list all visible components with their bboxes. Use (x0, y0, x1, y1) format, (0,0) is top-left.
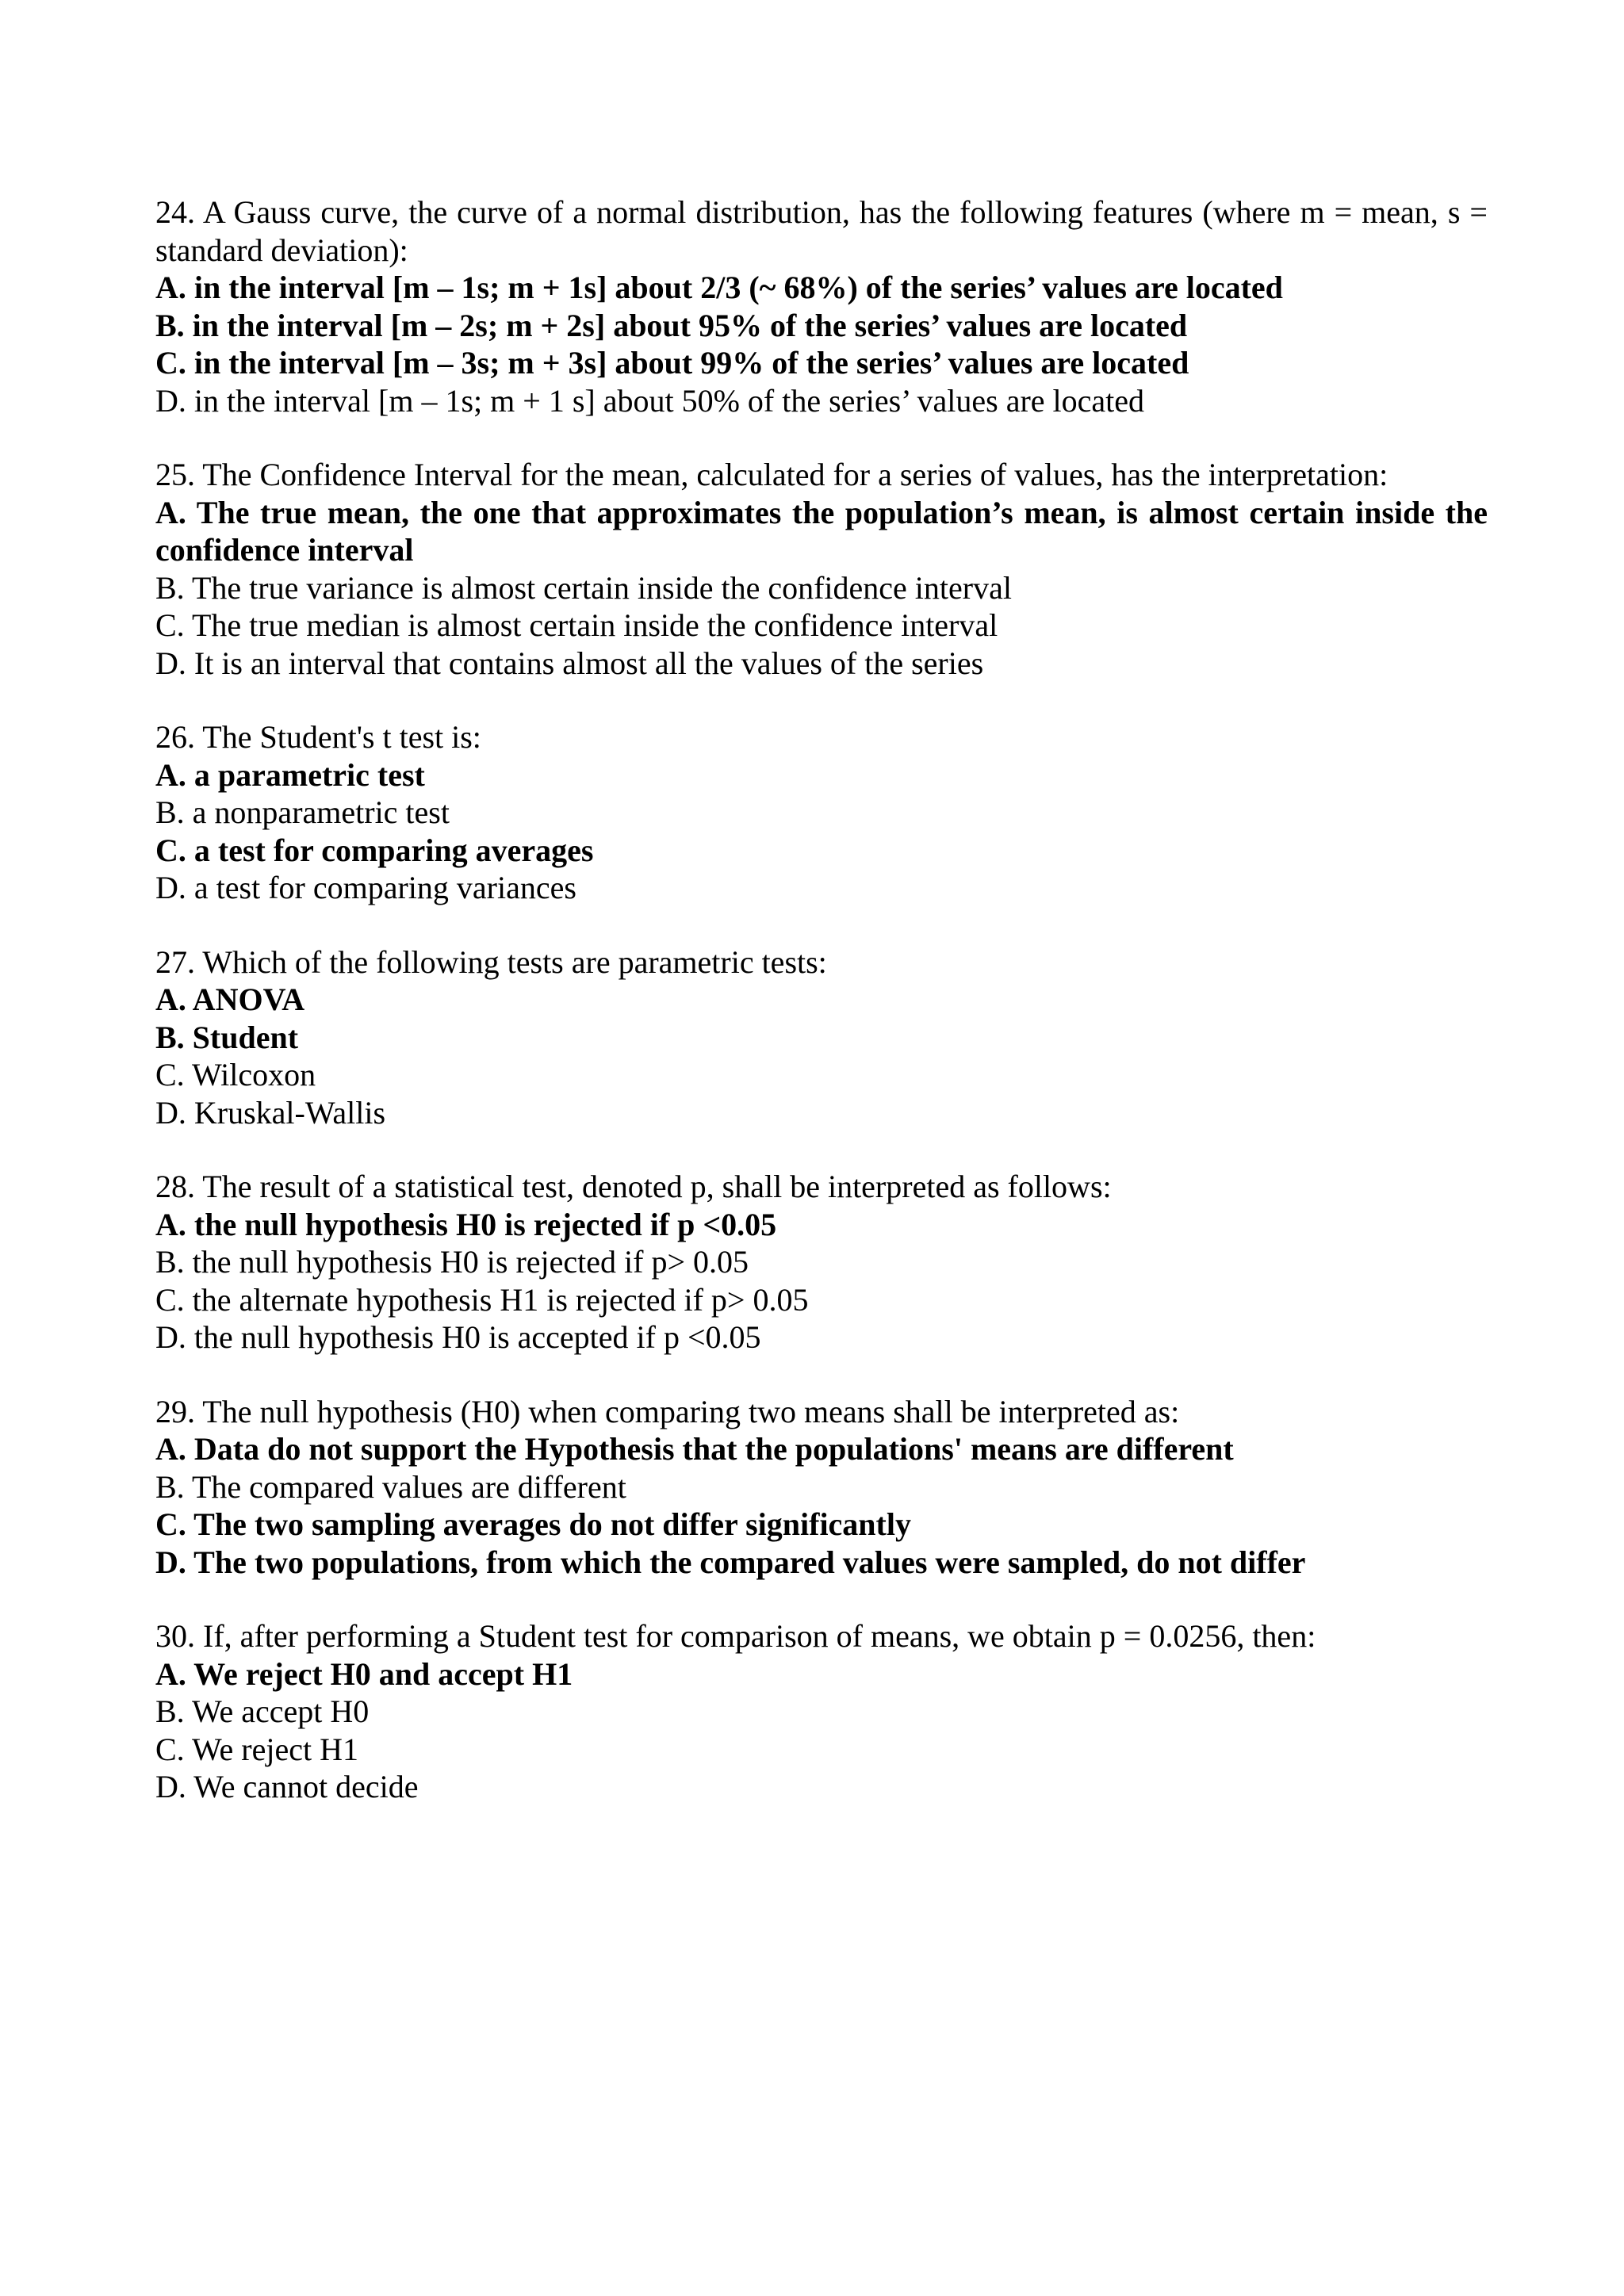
answer-option: D. the null hypothesis H0 is accepted if p <0.05 (155, 1319, 761, 1355)
question-text: 24. A Gauss curve, the curve of a normal distribution, has the following features (where m = mean, s = standard deviation): (155, 194, 1488, 268)
answer-option: A. in the interval [m – 1s; m + 1s] about 2/3 (~ 68%) of the series’ values are located (155, 270, 1283, 305)
question-30 (155, 1617, 1488, 1806)
answer-option: D. a test for comparing variances (155, 870, 576, 905)
answer-option: B. Student (155, 1019, 299, 1055)
answer-option: D. It is an interval that contains almost all the values of the series (155, 645, 984, 681)
answer-option: A. The true mean, the one that approximates the population’s mean, is almost certain inside the confidence interval (155, 494, 1488, 568)
question-text: 29. The null hypothesis (H0) when comparing two means shall be interpreted as: (155, 1393, 1180, 1429)
question-29 (155, 1393, 1488, 1582)
answer-option: C. The true median is almost certain inside the confidence interval (155, 607, 998, 643)
answer-option: C. the alternate hypothesis H1 is rejected if p> 0.05 (155, 1281, 809, 1318)
question-24 (155, 193, 1488, 419)
question-text: 27. Which of the following tests are parametric tests: (155, 943, 827, 980)
answer-option: C. Wilcoxon (155, 1057, 316, 1093)
answer-option: D. We cannot decide (155, 1769, 419, 1804)
answer-option: D. Kruskal-Wallis (155, 1094, 386, 1131)
question-text: 28. The result of a statistical test, denoted p, shall be interpreted as follows: (155, 1169, 1112, 1204)
question-27 (155, 943, 1488, 1132)
answer-option: A. Data do not support the Hypothesis that the populations' means are different (155, 1431, 1234, 1467)
answer-option: C. The two sampling averages do not differ significantly (155, 1506, 911, 1542)
answer-option: C. a test for comparing averages (155, 832, 594, 868)
answer-option: B. in the interval [m – 2s; m + 2s] about 95% of the series’ values are located (155, 307, 1188, 343)
answer-option: B. The true variance is almost certain inside the confidence interval (155, 569, 1012, 606)
question-text: 25. The Confidence Interval for the mean, calculated for a series of values, has the interpretation: (155, 457, 1388, 492)
question-25 (155, 456, 1488, 682)
answer-option: C. in the interval [m – 3s; m + 3s] about 99% of the series’ values are located (155, 345, 1189, 381)
answer-option: D. in the interval [m – 1s; m + 1 s] about 50% of the series’ values are located (155, 382, 1145, 419)
answer-option: B. The compared values are different (155, 1468, 626, 1505)
question-text: 30. If, after performing a Student test for comparison of means, we obtain p = 0.0256, then: (155, 1618, 1316, 1654)
answer-option: B. We accept H0 (155, 1693, 370, 1729)
question-28 (155, 1168, 1488, 1357)
answer-option: A. the null hypothesis H0 is rejected if p <0.05 (155, 1206, 777, 1242)
question-text: 26. The Student's t test is: (155, 719, 481, 755)
answer-option: A. a parametric test (155, 756, 425, 793)
answer-option: B. the null hypothesis H0 is rejected if p> 0.05 (155, 1244, 749, 1280)
answer-option: A. We reject H0 and accept H1 (155, 1655, 573, 1692)
answer-option: D. The two populations, from which the compared values were sampled, do not differ (155, 1544, 1306, 1580)
answer-option: A. ANOVA (155, 982, 305, 1017)
answer-option: B. a nonparametric test (155, 794, 450, 830)
answer-option: C. We reject H1 (155, 1731, 358, 1767)
question-26 (155, 718, 1488, 907)
document-page (155, 193, 1488, 1843)
